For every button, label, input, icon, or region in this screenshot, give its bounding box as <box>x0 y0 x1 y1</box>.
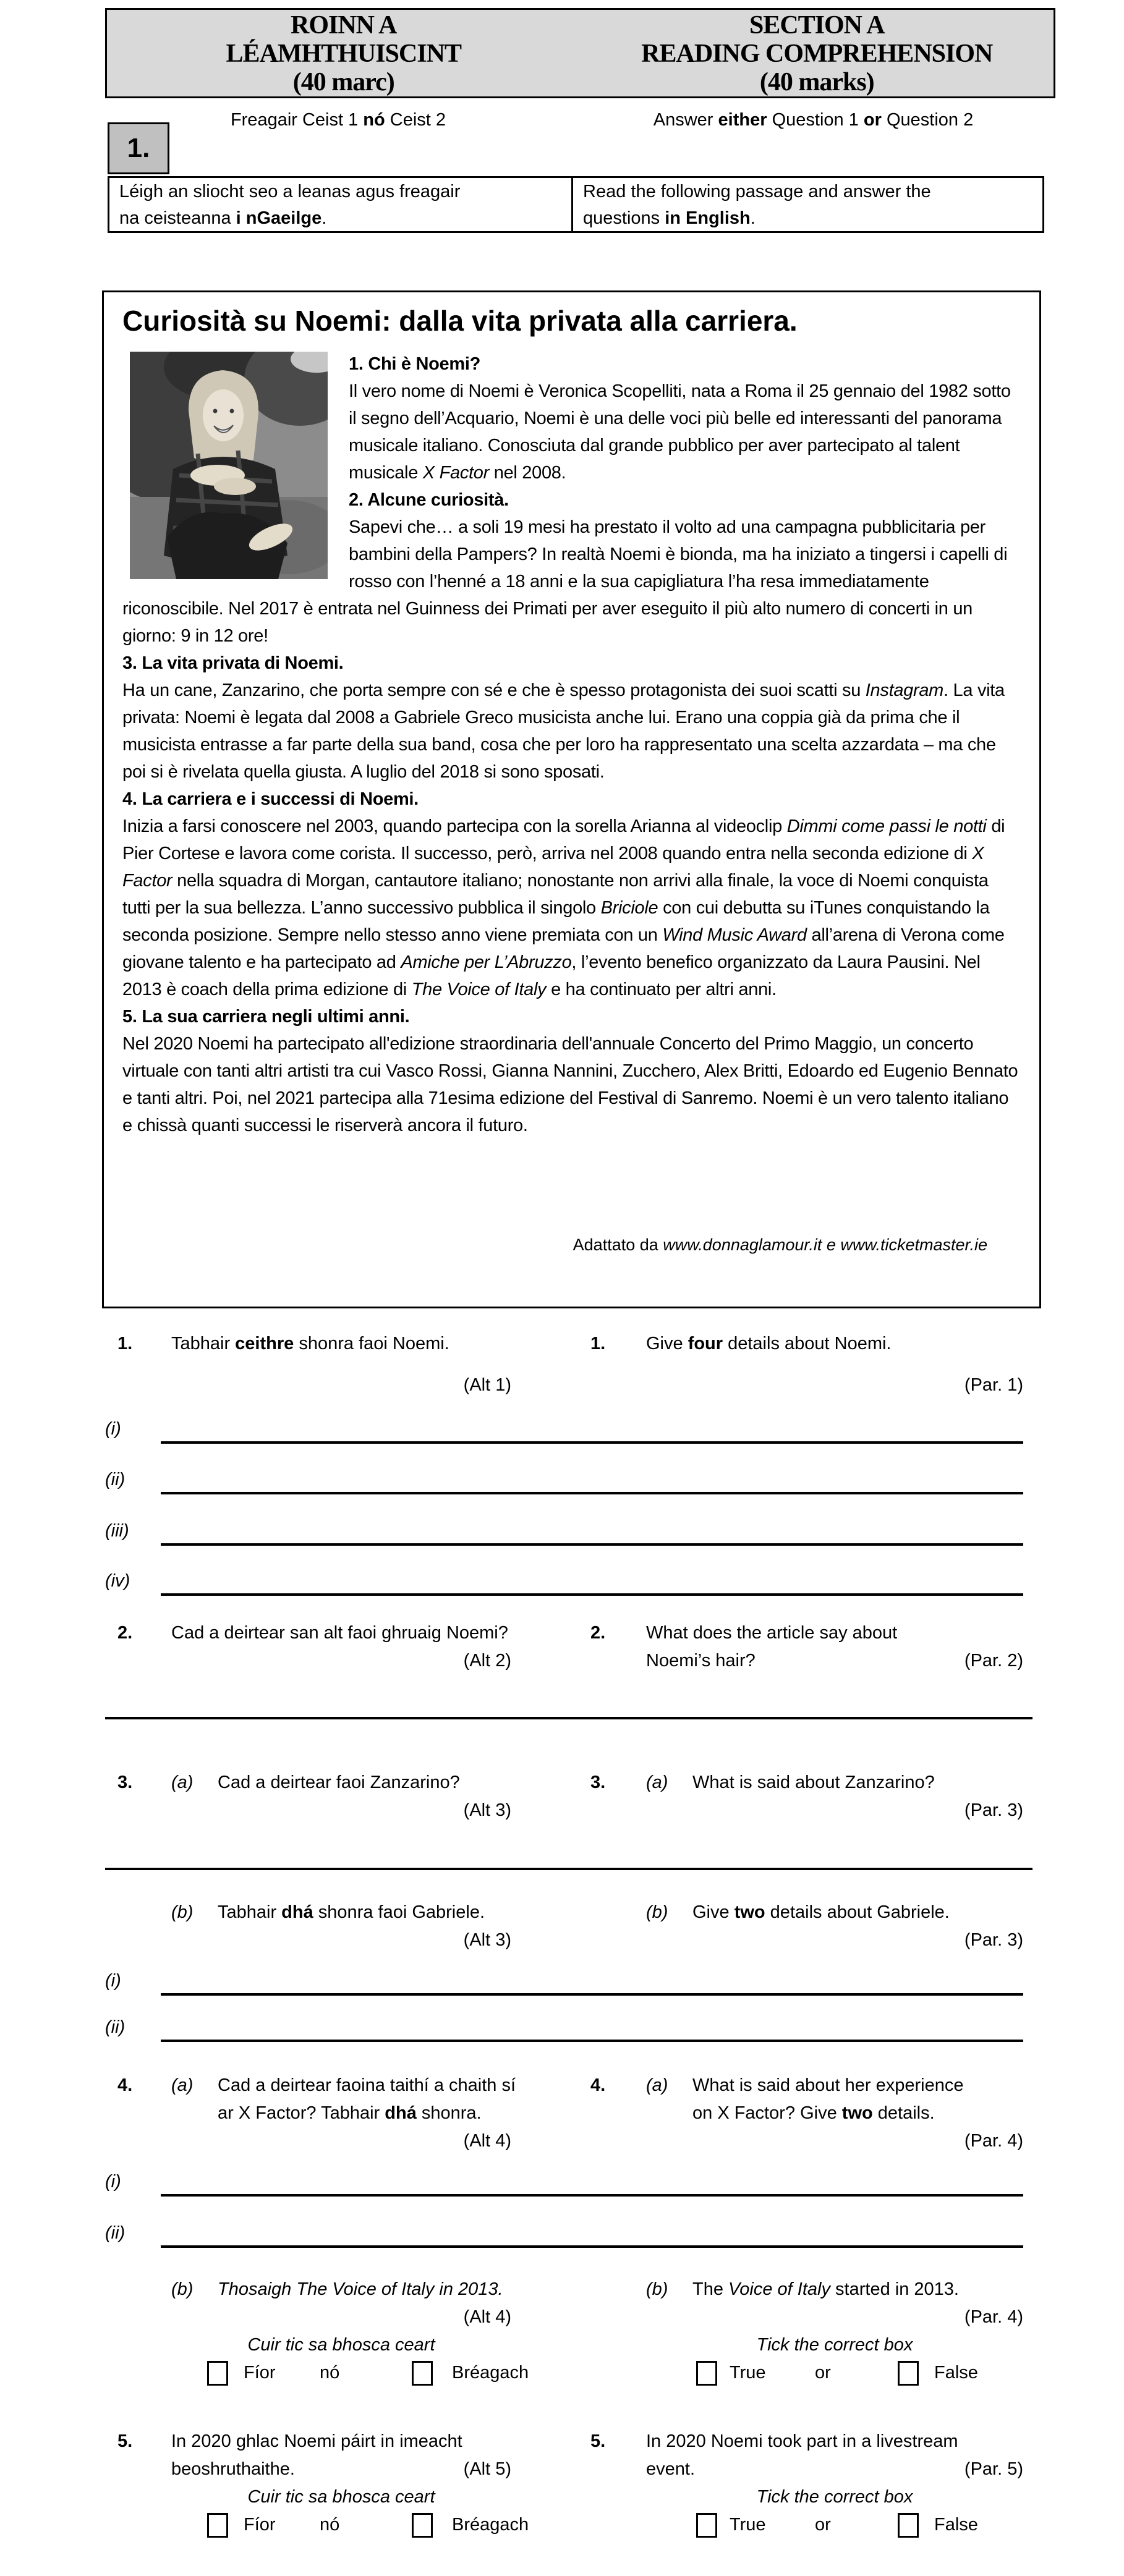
or-conjunction: or <box>815 2515 831 2535</box>
question-2-marker-irish: (Alt 2) <box>463 1651 511 1671</box>
breagach-label: Bréagach <box>452 2363 529 2383</box>
leamhthuiscint-title: LÉAMHTHUISCINT <box>226 40 461 68</box>
question-4b-marker-irish: (Alt 4) <box>463 2307 511 2327</box>
true-false-row-irish <box>171 2359 529 2387</box>
answer-line[interactable] <box>161 1543 1023 1546</box>
question-3b-text-english: Give two details about Gabriele. <box>692 1902 950 1922</box>
question-4a-text-english-line1: What is said about her experience <box>692 2075 964 2095</box>
checkbox-fior[interactable] <box>207 2361 228 2386</box>
english-instruction-line2: questions in English. <box>583 208 756 228</box>
paragraph-4-body: Inizia a farsi conoscere nel 2003, quando partecipa con la sorella Arianna al videoclip Dimmi come passi le notti di Pier Cortese e lavora come corista. Il successo, però, arriva nel 2008 quando entra nella seconda edizione di X Factor nella squadra di Morgan, cantautore italiano; nonostante non arrivi alla finale, la voce di Noemi conquista tutti per la sua bellezza. L’anno successivo pubblica il singolo Briciole con cui debutta su iTunes conquistando la seconda posizione. Sempre nello stesso anno viene premiata con un Wind Music Award all’arena di Verona come giovane talento e ha partecipato ad Amiche per L’Abruzzo, l’evento benefico organizzato da Laura Pausini. Nel 2013 è coach della prima edizione di The Voice of Italy e ha continuato per altri anni. <box>122 816 1005 999</box>
question-1-marker-english: (Par. 1) <box>964 1375 1023 1395</box>
question-3a-sub-label-english: (a) <box>646 1773 668 1792</box>
question-number-box: 1. <box>108 122 169 174</box>
checkbox-true[interactable] <box>696 2361 717 2386</box>
question-1-number-english: 1. <box>590 1334 606 1354</box>
question-4-number-english: 4. <box>590 2075 606 2095</box>
answer-label-i: (i) <box>105 1971 121 1991</box>
answer-label-iv: (iv) <box>105 1571 130 1591</box>
fior-label: Fíor <box>244 2363 276 2383</box>
paragraph-1-body: Il vero nome di Noemi è Veronica Scopelliti, nata a Roma il 25 gennaio del 1982 sotto il segno dell’Acquario, Noemi è una delle voci più belle ed interessanti del panorama musicale italiano. Conosciuta dal grande pubblico per aver partecipato al talent musicale X Factor nel 2008. <box>349 381 1011 483</box>
question-4a-marker-irish: (Alt 4) <box>463 2131 511 2151</box>
passage-paragraph-5 <box>122 1003 1021 1139</box>
answer-label-i: (i) <box>105 2172 121 2192</box>
answer-label-ii: (ii) <box>105 2223 126 2243</box>
question-3b-text-irish: Tabhair dhá shonra faoi Gabriele. <box>218 1902 485 1922</box>
answer-line[interactable] <box>161 2194 1023 2197</box>
true-label: True <box>730 2363 766 2383</box>
question-1-text-english: Give four details about Noemi. <box>646 1334 892 1354</box>
answer-line[interactable] <box>161 1593 1023 1596</box>
passage-paragraph-3 <box>122 650 1021 786</box>
answer-line[interactable] <box>161 1492 1023 1494</box>
false-label: False <box>934 2363 978 2383</box>
question-2-number-irish: 2. <box>117 1623 133 1643</box>
question-5-number-english: 5. <box>590 2431 606 2451</box>
question-3a-sub-label-irish: (a) <box>171 1773 194 1792</box>
answer-line[interactable] <box>161 2245 1023 2248</box>
question-3a-text-irish: Cad a deirtear faoi Zanzarino? <box>218 1773 460 1792</box>
answer-line[interactable] <box>161 1993 1023 1996</box>
answer-label-iii: (iii) <box>105 1521 129 1541</box>
paragraph-1-heading: 1. Chi è Noemi? <box>349 354 481 374</box>
question-3b-sub-label-irish: (b) <box>171 1902 194 1922</box>
true-label: True <box>730 2515 766 2535</box>
passage-credit: Adattato da www.donnaglamour.it e www.ticketmaster.ie <box>573 1235 987 1254</box>
answer-line[interactable] <box>161 2040 1023 2042</box>
question-2-text-irish: Cad a deirtear san alt faoi ghruaig Noemi? <box>171 1623 508 1643</box>
question-4a-text-irish-line1: Cad a deirtear faoina taithí a chaith sí <box>218 2075 516 2095</box>
question-4a-marker-english: (Par. 4) <box>964 2131 1023 2151</box>
answer-instruction-english: Answer either Question 1 or Question 2 <box>653 110 974 130</box>
question-5-statement-irish-line1: In 2020 ghlac Noemi páirt in imeacht <box>171 2431 462 2451</box>
question-2-text-english-line1: What does the article say about <box>646 1623 898 1643</box>
question-4b-statement-english: The Voice of Italy started in 2013. <box>692 2279 959 2299</box>
true-false-row-english <box>646 2511 1023 2539</box>
tick-instruction-english: Tick the correct box <box>756 2335 913 2355</box>
marc-total: (40 marc) <box>292 68 394 96</box>
question-4-number-irish: 4. <box>117 2075 133 2095</box>
paragraph-3-heading: 3. La vita privata di Noemi. <box>122 653 344 673</box>
checkbox-false[interactable] <box>898 2513 919 2538</box>
question-2-marker-english: (Par. 2) <box>964 1651 1023 1671</box>
noemi-photo <box>130 352 328 579</box>
answer-label-ii: (ii) <box>105 1470 126 1489</box>
irish-instruction-line1: Léigh an sliocht seo a leanas agus freagair <box>119 182 461 201</box>
question-4b-sub-label-english: (b) <box>646 2279 668 2299</box>
question-5-statement-english-line1: In 2020 Noemi took part in a livestream <box>646 2431 958 2451</box>
question-4b-statement-irish: Thosaigh The Voice of Italy in 2013. <box>218 2279 503 2299</box>
question-2-number-english: 2. <box>590 1623 606 1643</box>
irish-instruction-line2: na ceisteanna i nGaeilge. <box>119 208 327 228</box>
true-false-row-english <box>646 2359 1023 2387</box>
question-2-irish <box>117 1619 526 1675</box>
passage-box <box>102 290 1041 1308</box>
reading-instruction-irish <box>109 178 573 231</box>
tick-instruction-english: Tick the correct box <box>756 2487 913 2507</box>
question-4a-irish <box>117 2072 526 2155</box>
question-3b-marker-irish: (Alt 3) <box>463 1930 511 1950</box>
question-4a-text-irish-line2: ar X Factor? Tabhair dhá shonra. <box>218 2103 482 2123</box>
question-1-english <box>590 1330 1029 1399</box>
question-4a-sub-label-irish: (a) <box>171 2075 194 2095</box>
marks-total: (40 marks) <box>759 68 874 96</box>
question-5-statement-irish-line2: beoshruthaithe. <box>171 2459 295 2479</box>
or-conjunction: or <box>815 2363 831 2383</box>
answer-label-ii: (ii) <box>105 2017 126 2037</box>
paragraph-2-body: Sapevi che… a soli 19 mesi ha prestato il volto ad una campagna pubblicitaria per bambini della Pampers? In realtà Noemi è bionda, ma ha iniziato a tingersi i capelli di rosso con l’henné a 18 anni e la sua capigliatura l’ha resa immediatamente riconoscibile. Nel 2017 è entrata nel Guinness dei Primati per aver eseguito il più alto numero di concerti in un giorno: 9 in 12 ore! <box>122 517 1008 646</box>
answer-label-i: (i) <box>105 1419 121 1439</box>
paragraph-2-heading: 2. Alcune curiosità. <box>349 489 509 510</box>
answer-line[interactable] <box>161 1441 1023 1444</box>
true-false-row-irish <box>171 2511 529 2539</box>
question-3b-english <box>590 1899 1029 1954</box>
question-3-number-english: 3. <box>590 1773 606 1792</box>
answer-line[interactable] <box>105 1868 1032 1870</box>
question-4b-marker-english: (Par. 4) <box>964 2307 1023 2327</box>
question-5-irish <box>117 2428 529 2539</box>
checkbox-false[interactable] <box>898 2361 919 2386</box>
question-3a-irish <box>117 1769 526 1824</box>
question-5-marker-irish: (Alt 5) <box>463 2459 511 2479</box>
fior-label: Fíor <box>244 2515 276 2535</box>
paragraph-5-heading: 5. La sua carriera negli ultimi anni. <box>122 1006 410 1027</box>
question-5-number-irish: 5. <box>117 2431 133 2451</box>
section-header-irish <box>107 10 581 96</box>
question-3a-english <box>590 1769 1029 1824</box>
question-5-english <box>590 2428 1029 2539</box>
question-3a-text-english: What is said about Zanzarino? <box>692 1773 935 1792</box>
breagach-label: Bréagach <box>452 2515 529 2535</box>
question-4a-english <box>590 2072 1029 2155</box>
question-1-text-irish: Tabhair ceithre shonra faoi Noemi. <box>171 1334 449 1354</box>
checkbox-breagach[interactable] <box>412 2361 433 2386</box>
no-conjunction: nó <box>320 2363 340 2383</box>
passage-title: Curiosità su Noemi: dalla vita privata alla carriera. <box>122 305 798 337</box>
question-3b-irish <box>117 1899 526 1954</box>
question-3b-marker-english: (Par. 3) <box>964 1930 1023 1950</box>
question-4b-irish <box>117 2276 529 2387</box>
section-header-english <box>581 10 1054 96</box>
question-3a-marker-irish: (Alt 3) <box>463 1800 511 1820</box>
question-2-english <box>590 1619 1029 1675</box>
reading-instruction-table <box>108 176 1044 233</box>
passage-paragraph-4 <box>122 786 1021 1003</box>
paragraph-3-body: Ha un cane, Zanzarino, che porta sempre con sé e che è spesso protagonista dei suoi scatti su Instagram. La vita privata: Noemi è legata dal 2008 a Gabriele Greco musicista anche lui. Erano una coppia già da prima che il musicista entrasse a far parte della sua band, cosa che per loro ha rappresentato una scelta azzardata – ma che poi si è rivelata quella giusta. A luglio del 2018 si sono sposati. <box>122 680 1005 782</box>
roinn-a-title: ROINN A <box>290 11 397 40</box>
reading-comprehension-title: READING COMPREHENSION <box>641 40 993 68</box>
checkbox-true[interactable] <box>696 2513 717 2538</box>
paragraph-4-heading: 4. La carriera e i successi di Noemi. <box>122 789 419 809</box>
tick-instruction-irish: Cuir tic sa bhosca ceart <box>247 2335 435 2355</box>
paragraph-5-body: Nel 2020 Noemi ha partecipato all'edizione straordinaria dell'annuale Concerto del Primo Maggio, un concerto virtuale con tanti altri artisti tra cui Vasco Rossi, Gianna Nannini, Zucchero, Alex Britti, Edoardo ed Eugenio Bennato e tanti altri. Poi, nel 2021 partecipa alla 71esima edizione del Festival di Sanremo. Noemi è un vero talento italiano e chissà quanti successi le riserverà ancora il futuro. <box>122 1033 1018 1135</box>
question-4b-sub-label-irish: (b) <box>171 2279 194 2299</box>
question-1-irish <box>117 1330 526 1399</box>
tick-instruction-irish: Cuir tic sa bhosca ceart <box>247 2487 435 2507</box>
question-1-marker-irish: (Alt 1) <box>463 1375 511 1395</box>
reading-instruction-english <box>573 178 1042 231</box>
english-instruction-line1: Read the following passage and answer the <box>583 182 931 201</box>
false-label: False <box>934 2515 978 2535</box>
question-5-marker-english: (Par. 5) <box>964 2459 1023 2479</box>
question-4a-text-english-line2: on X Factor? Give two details. <box>692 2103 935 2123</box>
section-a-title: SECTION A <box>749 11 885 40</box>
question-4b-english <box>590 2276 1029 2387</box>
question-5-statement-english-line2: event. <box>646 2459 695 2479</box>
question-4a-sub-label-english: (a) <box>646 2075 668 2095</box>
section-header <box>105 8 1055 98</box>
question-2-text-english-line2: Noemi’s hair? <box>646 1651 756 1671</box>
question-3-number-irish: 3. <box>117 1773 133 1792</box>
answer-line[interactable] <box>105 1717 1032 1719</box>
answer-instruction-irish: Freagair Ceist 1 nó Ceist 2 <box>230 110 446 130</box>
question-3a-marker-english: (Par. 3) <box>964 1800 1023 1820</box>
checkbox-breagach[interactable] <box>412 2513 433 2538</box>
question-3b-sub-label-english: (b) <box>646 1902 668 1922</box>
no-conjunction: nó <box>320 2515 340 2535</box>
checkbox-fior[interactable] <box>207 2513 228 2538</box>
question-1-number-irish: 1. <box>117 1334 133 1354</box>
